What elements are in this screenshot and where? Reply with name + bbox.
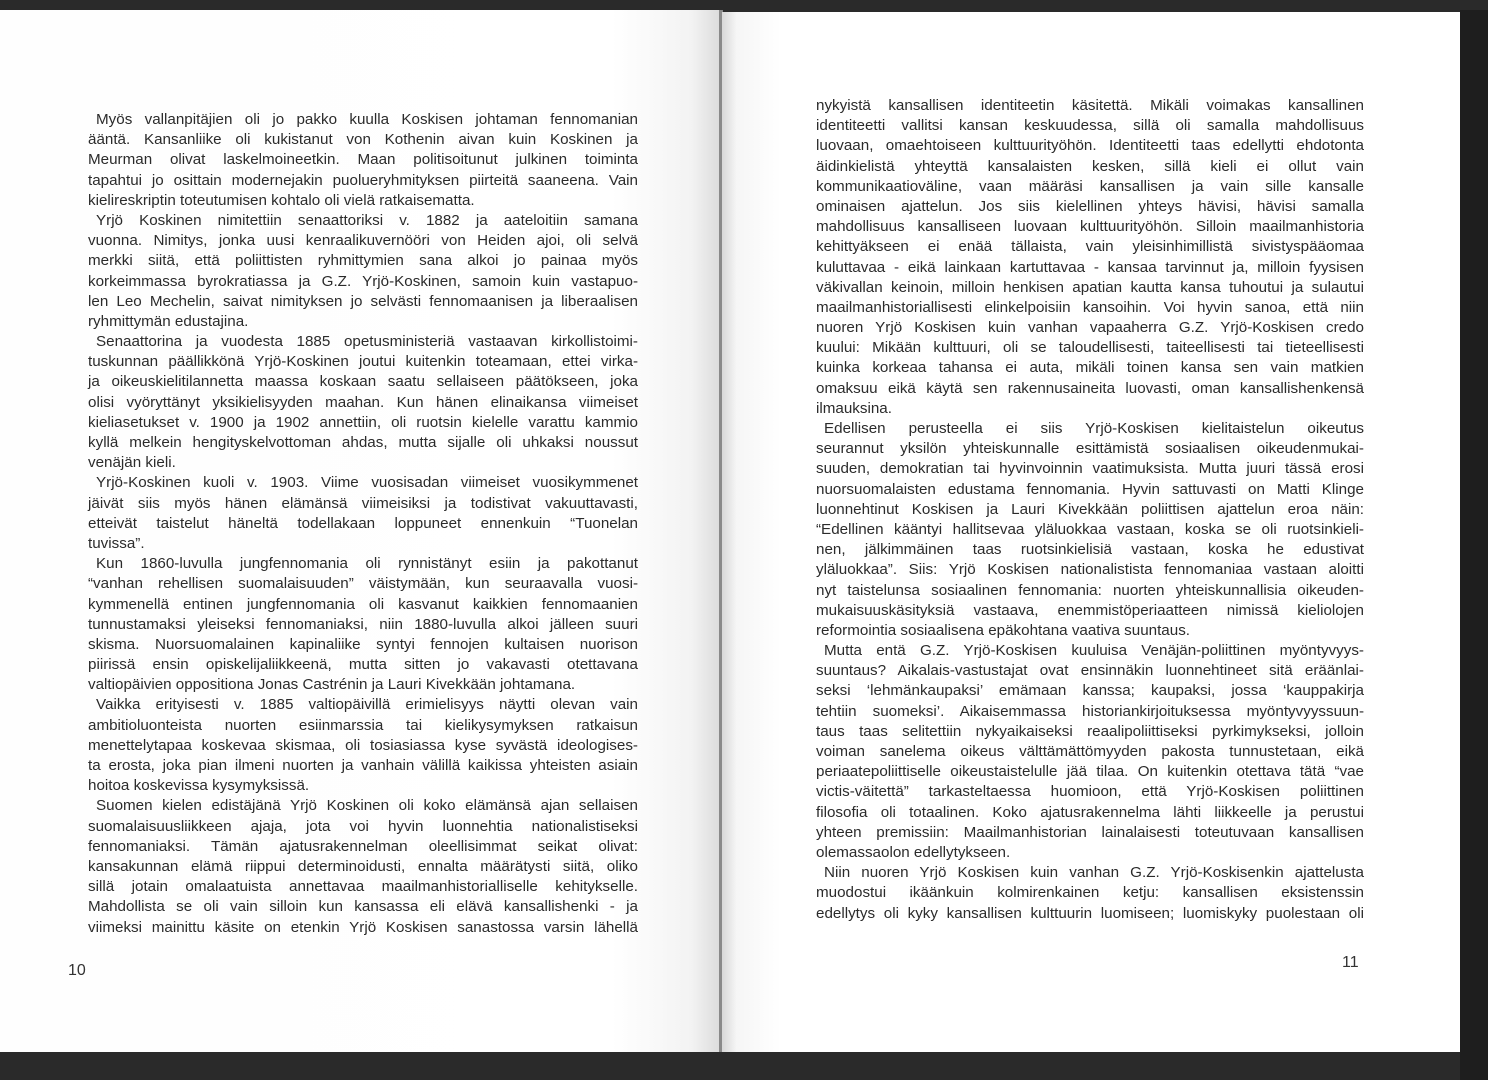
text-line: Edellisen perusteella ei siis Yrjö-Koskisen kielitaistelun oikeutus	[824, 420, 1364, 437]
text-line: olemassaolon edellytykseen.	[816, 843, 1011, 861]
text-line: luonnehtinut Koskisen ja Lauri Kivekkään poliittisen ajattelun eroa näin:	[816, 500, 1364, 518]
text-line: kymmenellä entinen jungfennomania oli kasvanut kaikkien fennomaanien	[88, 595, 638, 613]
text-line: ryhmittymän edustajina.	[88, 312, 249, 330]
text-line: korkeimmassa byrokratiassa ja G.Z. Yrjö-Koskinen, samoin kuin vastapuo-	[88, 272, 638, 290]
text-line: filosofia oli totaalinen. Koko ajatusrakennelma lähti liikkeelle ja perustui	[816, 803, 1364, 821]
text-line: kehittyäkseen ei enää tällaista, vain yleisinhimillistä sivistyspääomaa	[816, 238, 1364, 256]
text-line: kuinka korkeaa tahansa ei auta, mikäli toinen kansa sen vain matkien	[816, 359, 1364, 377]
text-line: ääntä. Kansanliike oli kukistanut von Kothenin aivan kuin Koskinen ja	[88, 131, 638, 149]
text-line: edellytys oli kyky kansallisen kulttuurin luomiseen; luomiskyky puolestaan oli	[816, 904, 1364, 922]
scan-background-edge	[1460, 10, 1488, 1080]
text-line: väkivallan keinoin, milloin henkisen apatian kautta kansa tuhoutui ja sulautui	[816, 278, 1364, 296]
text-line: ambitioluonteista nuorten esiinmarssia tai kielikysymyksen ratkaisun	[88, 716, 638, 734]
text-line: kyllä melkein hengityskelvottoman ahdas, mutta sijalle oli uhkaksi noussut	[88, 434, 638, 451]
text-line: menettelytapaa koskevaa skismaa, oli tosiasiassa kyse syvästä ideologises-	[88, 736, 638, 754]
text-line: Vaikka erityisesti v. 1885 valtiopäivillä erimielisyys näytti olevan vain	[96, 696, 638, 714]
text-line: tunnustamaksi yleiseksi fennomaniaksi, niin 1880-luvulla alkoi jälleen suuri	[88, 615, 638, 633]
text-line: omaksuu eikä käytä sen rakennusaineita luovasti, oman kansallishenkensä	[816, 379, 1364, 397]
text-line: suuden, demokratian tai hyvinvoinnin vaatimuksista. Mutta juuri tässä erosi	[816, 460, 1364, 478]
text-line: seksi ‘lehmänkaupaksi’ emämaan kanssa; kaupaksi, jossa ‘kauppakirja	[816, 682, 1364, 700]
text-line: mukaisuuskäsityksiä vastaava, enemmistöperiaatteen nimissä kieliolojen	[816, 601, 1364, 619]
text-line: kommunikaatioväline, vaan määräsi kansallisen ja vain sille kansalle	[816, 177, 1364, 195]
text-line: Senaattorina ja vuodesta 1885 opetusministeriä vastaavan kirkollistoimi-	[96, 333, 638, 351]
text-line: valtiopäivien oppositiona Jonas Castrénin ja Lauri Kivekkään johtamana.	[88, 676, 576, 694]
text-line: kielireskriptin toteutumisen kohtalo oli vielä ratkaisematta.	[88, 191, 475, 209]
right-page-body	[816, 96, 1364, 924]
text-line: seurannut yksilön yhteiskunnalle esittämistä sosiaalisen oikeudenmukai-	[816, 440, 1364, 458]
text-line: kuluttavaa - eikä lainkaan kartuttavaa - kansaa tarvinnut ja, milloin fyysisen	[816, 258, 1364, 276]
text-line: ominaisen ajattelun. Jos siis kielellinen yhteys hävisi, hävisi samalla	[816, 197, 1364, 215]
text-line: nen, jälkimmäinen taas ruotsinkielisiä vastaan, koska he edustivat	[816, 541, 1364, 559]
text-line: kansakunnan elämä riippui determinoidusti, ennalta määrätysti siitä, oliko	[88, 857, 638, 875]
right-page	[722, 12, 1461, 1052]
text-line: äidinkielistä yhteyttä kansalaisten kesken, sillä kieli ei ollut vain	[816, 157, 1364, 175]
text-line: jäivät siis myös hänen elämänsä viimeisiksi ja todistivat vakuuttavasti,	[88, 494, 638, 512]
text-line: identiteetti vallitsi kansan keskuudessa, sillä oli samalla mahdollisuus	[816, 117, 1364, 135]
text-line: victis-väitettä” tarkasteltaessa huomioon, että Yrjö-Koskisen poliittinen	[816, 783, 1364, 801]
text-line: viimeksi mainittu käsite on etenkin Yrjö Koskisen sanastossa varsin lähellä	[88, 918, 638, 936]
text-line: suuntaus? Aikalais-vastustajat ovat ensinnäkin luonnehtineet sitä eräänlai-	[816, 662, 1364, 680]
text-line: nyt taistelunsa sosiaalinen fennomania: nuorten yhteiskunnallisia oikeuden-	[816, 581, 1364, 599]
text-line: Suomen kielen edistäjänä Yrjö Koskinen oli koko elämänsä ajan sellaisen	[96, 797, 638, 815]
left-page-body	[88, 110, 638, 938]
text-line: sillä jotain omalaatuista annettavaa maailmanhistorialliselle kehitykselle.	[88, 878, 638, 896]
text-line: suomalaisuusliikkeen ajaja, jota voi hyvin luonnehtia nationalistiseksi	[88, 817, 638, 835]
text-line: Myös vallanpitäjien oli jo pakko kuulla Koskisen johtaman fennomanian	[96, 111, 638, 128]
text-line: Mutta entä G.Z. Yrjö-Koskisen kuuluisa Venäjän-poliittinen myöntyvyys-	[824, 642, 1364, 660]
text-line: muodostui ikäänkuin kolmirenkainen ketju: kansallisen eksistenssin	[816, 884, 1364, 902]
text-line: nuoren Yrjö Koskisen kuin vanhan vapaaherra G.Z. Yrjö-Koskisen credo	[816, 319, 1364, 337]
text-line: tehtiin suomeksi’. Aikaisemmassa historiankirjoituksessa myöntyvyyssuun-	[816, 702, 1364, 720]
page-number-right: 11	[1342, 954, 1359, 971]
text-line: merkki siitä, että poliittisten ryhmittymien sana alkoi jo painaa myös	[88, 252, 638, 270]
text-line: maailmanhistoriallisesti elinkelpoisiin kansoihin. Voi hyvin sanoa, että niin	[816, 298, 1364, 316]
text-line: ilmauksina.	[816, 399, 892, 417]
text-line: Mahdollista se oli vain silloin kun kansassa eli elävä kansallishenki - ja	[88, 898, 638, 916]
text-line: Niin nuoren Yrjö Koskisen kuin vanhan G.Z. Yrjö-Koskisenkin ajattelusta	[824, 864, 1364, 882]
left-page	[0, 10, 720, 1052]
text-line: Yrjö Koskinen nimitettiin senaattoriksi v. 1882 ja aateloitiin samana	[96, 211, 638, 229]
text-line: fennomaniaksi. Tämän ajatusrakennelman oleellisimmat seikat olivat:	[88, 837, 638, 855]
text-line: mahdollisuus kansalliseen luovaan kulttuurityöhön. Silloin maailmanhistoria	[816, 218, 1364, 236]
text-line: nykyistä kansallisen identiteetin käsitettä. Mikäli voimakas kansallinen	[816, 97, 1364, 114]
text-line: vuonna. Nimitys, jonka uusi kenraalikuvernööri von Heiden ajoi, oli selvä	[88, 232, 638, 250]
text-line: hoitoa koskevissa kysymyksissä.	[88, 777, 310, 795]
text-line: skisma. Nuorsuomalainen kapinaliike syntyi fennojen kultaisen nuorison	[88, 635, 638, 653]
text-line: reformointia sosiaalisena epäkohtana vaativa suuntaus.	[816, 621, 1191, 639]
text-line: tuvissa”.	[88, 534, 145, 552]
text-line: tuskunnan päällikkönä Yrjö-Koskinen joutui kuitenkin toteamaan, ettei virka-	[88, 353, 638, 371]
text-line: taus taas selitettiin nykyaikaiseksi reaalipoliittiseksi pyrkimykseksi, jolloin	[816, 722, 1364, 740]
text-line: nuorsuomalaisten edustama fennomania. Hyvin sattuvasti on Matti Klinge	[816, 480, 1364, 498]
text-line: len Leo Mechelin, saivat nimityksen jo selvästi fennomaanisen ja liberaalisen	[88, 292, 638, 310]
text-line: “Edellinen kääntyi hallitsevaa yläluokkaa vastaan, koska se oli ruotsinkieli-	[816, 520, 1364, 538]
text-line: Kun 1860-luvulla jungfennomania oli rynnistänyt esiin ja pakottanut	[96, 555, 638, 573]
text-line: Yrjö-Koskinen kuoli v. 1903. Viime vuosisadan viimeiset vuosikymmenet	[96, 474, 638, 492]
text-line: venäjän kieli.	[88, 454, 176, 472]
text-line: tapahtui jo osittain modernejakin puolueryhmityksen piirteitä saaneena. Vain	[88, 171, 638, 189]
text-line: voiman sanelema oikeus välttämättömyyden pakosta tunnustetaan, eikä	[816, 743, 1364, 760]
text-line: kieliasetukset v. 1900 ja 1902 annettiin, oli ruotsin kielelle varattu kammio	[88, 413, 638, 431]
text-line: ta erosta, joka pian ilmeni nuorten ja vanhain välillä kaikissa yhteisten asiain	[88, 757, 638, 774]
text-line: luovaan, omaehtoiseen kulttuurityöhön. Identiteetti taas edellytti ehdotonta	[816, 137, 1364, 155]
text-line: Meurman olivat laskelmoineetkin. Maan politisoitunut julkinen toiminta	[88, 151, 638, 169]
text-line: etteivät taistelut häneltä todellakaan loppuneet ennenkuin “Tuonelan	[88, 514, 638, 532]
text-line: yhteen premissiin: Maailmanhistorian lainalaisesti toteutuvaan kansallisen	[816, 823, 1364, 841]
text-line: ja oikeuskielitilannetta maassa koskaan saatu sellaiseen päätökseen, joka	[88, 373, 638, 391]
text-line: periaatepoliittiselle oikeustaistelulle jää tilaa. On kuitenkin otettava tätä “vae	[816, 763, 1364, 781]
text-line: “vanhan rehellisen suomalaisuuden” väistymään, kun seuraavalla vuosi-	[88, 575, 638, 593]
text-line: olisi vyöryttänyt yksikielisyyden maahan. Kun hänen elinaikansa viimeiset	[88, 393, 638, 411]
text-line: yläluokkaa”. Siis: Yrjö Koskisen nationalistista fennomaniaa vastaan aloitti	[816, 561, 1364, 579]
page-number-left: 10	[68, 962, 86, 979]
text-line: kuului: Mikään kulttuuri, oli se taloudellisesti, taiteellisesti tai tieteellisesti	[816, 339, 1364, 357]
text-line: piirissä ensin opiskelijaliikkeenä, mutta sitten jo vakavasti otettavana	[88, 656, 638, 674]
